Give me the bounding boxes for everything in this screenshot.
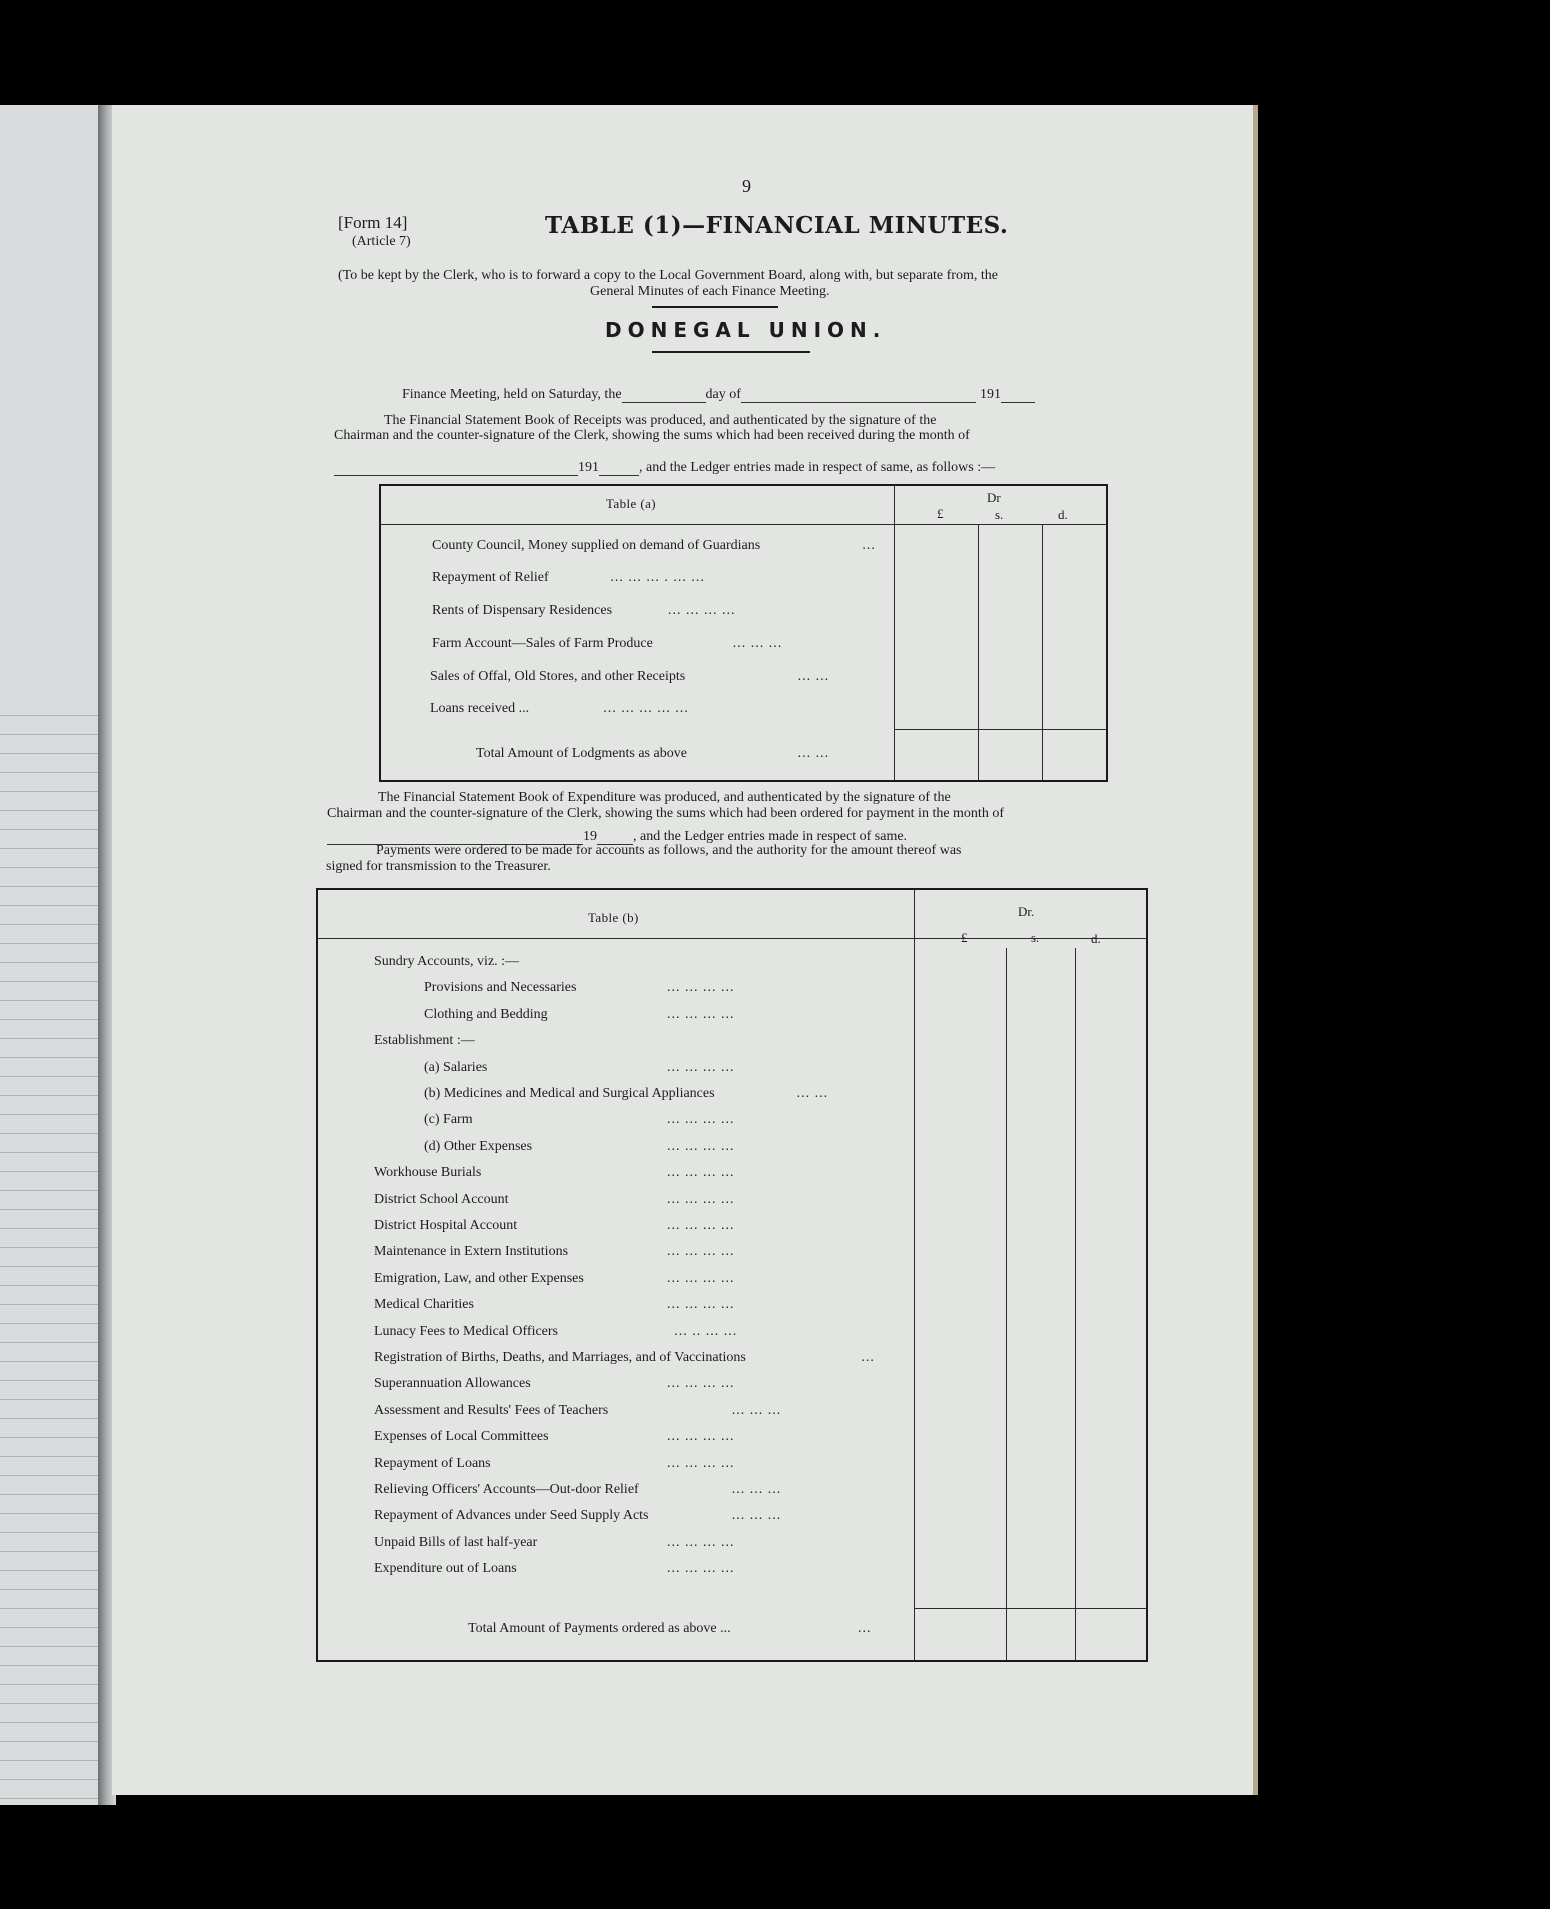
ruled-line [0, 1285, 98, 1286]
table-a-row-label: Repayment of Relief [432, 570, 549, 585]
receipts-para-line-1: The Financial Statement Book of Receipts was produced, and authenticated by the signature of the [384, 413, 937, 428]
table-a-row-dots: ... ... ... ... ... [603, 701, 689, 716]
table-a-row-label: Farm Account—Sales of Farm Produce [432, 636, 653, 651]
ruled-line [0, 1228, 98, 1229]
table-a-total-rule [894, 729, 1106, 730]
expenditure-para-rest: , and the Ledger entries made in respect of same. [633, 829, 908, 844]
ruled-line [0, 734, 98, 735]
ruled-line [0, 810, 98, 811]
ruled-line [0, 867, 98, 868]
table-b-row-dots: ... ... ... ... [667, 1456, 735, 1471]
ruled-line [0, 715, 98, 716]
ruled-line [0, 848, 98, 849]
ruled-line [0, 1513, 98, 1514]
table-b-row-label: Assessment and Results' Fees of Teachers [374, 1403, 609, 1418]
ruled-line [0, 1190, 98, 1191]
ruled-line [0, 1589, 98, 1590]
table-b-row-label: Establishment :— [374, 1033, 475, 1048]
table-b-row-label: District School Account [374, 1192, 509, 1207]
day-blank[interactable] [622, 401, 706, 403]
article-reference: (Article 7) [352, 234, 411, 249]
table-b-row-dots: ... .. ... ... [674, 1324, 738, 1339]
table-b-row-label: Expenditure out of Loans [374, 1561, 517, 1576]
table-b-header-rule [318, 938, 1146, 939]
table-a-dr-label: Dr [987, 490, 1001, 505]
month-blank[interactable] [741, 401, 976, 403]
ruled-line [0, 1494, 98, 1495]
table-b-row-dots: ... ... ... ... [667, 1561, 735, 1576]
table-b-row-dots: ... ... ... ... [667, 1192, 735, 1207]
table-b-row-label: (d) Other Expenses [424, 1139, 533, 1154]
table-b-row-label: Registration of Births, Deaths, and Marriages, and of Vaccinations [374, 1350, 746, 1365]
table-b-row-label: (c) Farm [424, 1112, 473, 1127]
table-b-total-label: Total Amount of Payments ordered as above ... [468, 1621, 731, 1636]
ruled-line [0, 1551, 98, 1552]
ruled-line [0, 1114, 98, 1115]
ruled-line [0, 1133, 98, 1134]
left-page-edge [0, 105, 101, 1805]
year-blank[interactable] [1001, 401, 1035, 403]
table-a-col-divider [1042, 524, 1043, 780]
instructions-line-1: (To be kept by the Clerk, who is to forward a copy to the Local Government Board, along with, but separate from, the [338, 268, 998, 283]
table-a-row-label: Loans received ... [430, 701, 530, 716]
ruled-line [0, 981, 98, 982]
ruled-line [0, 1304, 98, 1305]
ruled-line [0, 943, 98, 944]
table-a-col-divider [894, 486, 895, 780]
table-b-row-label: Emigration, Law, and other Expenses [374, 1271, 584, 1286]
expenditure-para-line-1: The Financial Statement Book of Expenditure was produced, and authenticated by the signature of the [378, 790, 951, 805]
table-a-row-label: Rents of Dispensary Residences [432, 603, 613, 618]
table-a-row-label: County Council, Money supplied on demand of Guardians [432, 538, 761, 553]
table-a-total-dots: ... ... [797, 746, 830, 761]
table-b-row-dots: ... ... ... ... [667, 1165, 735, 1180]
receipts-para-rest: , and the Ledger entries made in respect of same, as follows :— [639, 460, 996, 475]
ruled-line [0, 1646, 98, 1647]
ruled-line [0, 905, 98, 906]
page-number: 9 [742, 176, 751, 196]
expenditure-para-line-4: Payments were ordered to be made for accounts as follows, and the authority for the amount thereof was [376, 843, 962, 858]
table-b [316, 888, 1148, 1662]
ruled-line [0, 924, 98, 925]
table-b-row-dots: ... [861, 1350, 875, 1365]
table-b-row-label: Relieving Officers' Accounts—Out-door Relief [374, 1482, 639, 1497]
table-a-header-rule [381, 524, 1106, 525]
ruled-line [0, 1019, 98, 1020]
ruled-line [0, 1475, 98, 1476]
table-b-row-dots: ... ... ... ... [667, 1429, 735, 1444]
ruled-line [0, 886, 98, 887]
meeting-line [402, 387, 1035, 403]
ruled-line [0, 1722, 98, 1723]
meeting-prefix: Finance Meeting, held on Saturday, the [402, 387, 622, 402]
ruled-line [0, 772, 98, 773]
table-b-row-label: Provisions and Necessaries [424, 980, 577, 995]
table-a-row-dots: ... ... [797, 669, 830, 684]
table-b-row-dots: ... ... ... ... [667, 1139, 735, 1154]
form-reference: [Form 14] [338, 213, 408, 232]
table-b-row-dots: ... ... ... ... [667, 1535, 735, 1550]
ruled-line [0, 753, 98, 754]
table-b-row-dots: ... ... ... ... [667, 1297, 735, 1312]
ruled-line [0, 1361, 98, 1362]
table-a-caption: Table (a) [606, 496, 656, 511]
table-b-row-label: Superannuation Allowances [374, 1376, 531, 1391]
table-a-row-label: Sales of Offal, Old Stores, and other Receipts [430, 669, 686, 684]
table-b-row-label: (b) Medicines and Medical and Surgical Appliances [424, 1086, 715, 1101]
table-b-row-dots: ... ... ... ... [667, 1271, 735, 1286]
table-b-col-divider [914, 890, 915, 1660]
table-b-row-dots: ... ... ... [731, 1403, 782, 1418]
table-b-total-dots: ... [858, 1621, 872, 1636]
table-b-row-label: Clothing and Bedding [424, 1007, 548, 1022]
union-name: DONEGAL UNION. [605, 318, 887, 342]
table-b-row-dots: ... ... ... ... [667, 1112, 735, 1127]
ruled-line [0, 1076, 98, 1077]
table-b-row-dots: ... ... ... [731, 1482, 782, 1497]
ruled-line [0, 1000, 98, 1001]
table-b-row-dots: ... ... ... [731, 1508, 782, 1523]
receipts-para-line-2: Chairman and the counter-signature of the Clerk, showing the sums which had been received during the month of [334, 428, 970, 443]
ruled-line [0, 1741, 98, 1742]
table-b-row-dots: ... ... ... ... [667, 1376, 735, 1391]
ruled-line [0, 1266, 98, 1267]
receipts-para-line-3 [334, 460, 995, 476]
table-a-row-dots: ... ... ... ... [668, 603, 736, 618]
meeting-day-of: day of [705, 387, 741, 402]
ruled-line [0, 1418, 98, 1419]
ruled-line [0, 829, 98, 830]
table-a-total-label: Total Amount of Lodgments as above [476, 746, 687, 761]
table-b-row-label: Medical Charities [374, 1297, 474, 1312]
table-b-row-label: Lunacy Fees to Medical Officers [374, 1324, 559, 1339]
table-a-row-dots: ... ... ... [732, 636, 783, 651]
ruled-line [0, 1570, 98, 1571]
table-a-row-dots: ... [862, 538, 876, 553]
table-a-col-shillings: s. [995, 507, 1004, 522]
meeting-year: 191 [979, 387, 1001, 402]
table-a-col-pence: d. [1058, 507, 1068, 522]
expenditure-year: 19 [583, 829, 597, 844]
ruled-line [0, 1627, 98, 1628]
table-b-row-label: Maintenance in Extern Institutions [374, 1244, 569, 1259]
ruled-line [0, 1684, 98, 1685]
ruled-line [0, 791, 98, 792]
table-b-col-divider [1075, 948, 1076, 1660]
ruled-line [0, 1779, 98, 1780]
table-b-row-label: Repayment of Loans [374, 1456, 491, 1471]
ruled-line [0, 1380, 98, 1381]
ruled-line [0, 1798, 98, 1799]
page-edge [1253, 105, 1258, 1795]
table-b-row-label: District Hospital Account [374, 1218, 518, 1233]
ruled-line [0, 1171, 98, 1172]
table-b-caption: Table (b) [588, 910, 639, 925]
table-b-row-dots: ... ... ... ... [667, 1218, 735, 1233]
ruled-line [0, 1323, 98, 1324]
table-b-dr-label: Dr. [1018, 904, 1035, 919]
table-b-row-label: Expenses of Local Committees [374, 1429, 549, 1444]
ruled-line [0, 962, 98, 963]
divider-rule [652, 306, 778, 308]
ruled-line [0, 1608, 98, 1609]
expenditure-para-line-2: Chairman and the counter-signature of the Clerk, showing the sums which had been ordered for payment in the month of [327, 806, 1004, 821]
ruled-line [0, 1532, 98, 1533]
ruled-line [0, 1456, 98, 1457]
table-b-row-dots: ... ... ... ... [667, 1244, 735, 1259]
table-b-row-dots: ... ... [796, 1086, 829, 1101]
table-b-row-label: Repayment of Advances under Seed Supply Acts [374, 1508, 649, 1523]
divider-rule [652, 351, 810, 353]
ruled-line [0, 1437, 98, 1438]
ruled-line [0, 1038, 98, 1039]
instructions-line-2: General Minutes of each Finance Meeting. [590, 284, 830, 299]
ruled-line [0, 1247, 98, 1248]
ruled-line [0, 1057, 98, 1058]
table-b-col-divider [1006, 948, 1007, 1660]
page-title: TABLE (1)—FINANCIAL MINUTES. [545, 212, 1009, 239]
ruled-line [0, 1399, 98, 1400]
expenditure-para-line-5: signed for transmission to the Treasurer. [326, 859, 551, 874]
receipts-year-blank[interactable] [599, 474, 639, 476]
receipts-month-blank[interactable] [334, 474, 578, 476]
ruled-line [0, 1703, 98, 1704]
ruled-line [0, 1095, 98, 1096]
receipts-year: 191 [578, 460, 599, 475]
table-a-row-dots: ... ... ... . ... ... [610, 570, 705, 585]
table-b-row-dots: ... ... ... ... [667, 980, 735, 995]
table-b-total-rule [914, 1608, 1146, 1609]
table-b-row-label: Sundry Accounts, viz. :— [374, 954, 520, 969]
ruled-line [0, 1152, 98, 1153]
ruled-line [0, 1209, 98, 1210]
table-a-col-divider [978, 524, 979, 780]
ruled-line [0, 1342, 98, 1343]
table-b-col-pence [1091, 931, 1101, 947]
table-a-col-pounds: £ [937, 506, 944, 521]
table-a [379, 484, 1108, 782]
table-b-row-dots: ... ... ... ... [667, 1007, 735, 1022]
table-b-row-label: Unpaid Bills of last half-year [374, 1535, 538, 1550]
ruled-line [0, 1665, 98, 1666]
ruled-line [0, 1760, 98, 1761]
table-b-row-dots: ... ... ... ... [667, 1060, 735, 1075]
table-b-row-label: (a) Salaries [424, 1060, 488, 1075]
table-b-row-label: Workhouse Burials [374, 1165, 482, 1180]
